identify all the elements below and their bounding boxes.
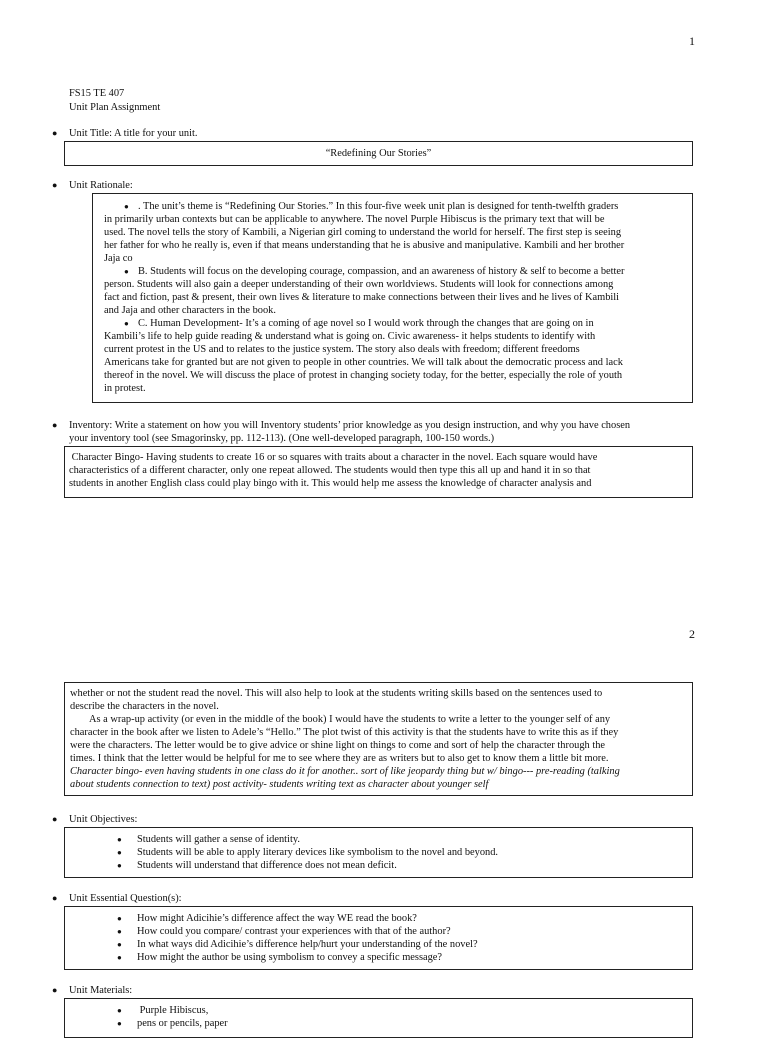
inventory-continued-box: whether or not the student read the novel. This will also help to look at the students writing skills based on the sentences used to describe the characters in the novel. As a wrap-up activity (or even in the middle of the book) I would have the students to write a letter to the younger self of any character in the book after we listen to Adele’s “Hello.” The plot twist of this activity is that the students have to write this as if they were the characters. The letter would be to give advice or shine light on things to come and sort of help the character through the times. I think that the letter would be helpful for me to see where they are as writers but to also get to know them a little bit more. Character bingo- even having students in one class do it for another.. sort of like jeopardy thing but w/ bingo--- pre-reading (talking about students connection to text) post activity- students writing text as character about younger self [64,682,693,796]
list-item: ● How might the author be using symbolism to convey a specific message? [117,952,443,963]
bullet-icon: ● [52,985,58,995]
objectives-label: Unit Objectives: [69,814,138,825]
rationale-paragraph-b: ● B. Students will focus on the developing courage, compassion, and an awareness of history & self to become a better person. Students will also gain a deeper understanding of their own worldviews. Students will look for connections among fact and fiction, past & present, their own lives & literature to make connections between their lives and he lives of Kambili and Jaja and other characters in the book. [104,266,625,316]
page-number: 2 [689,627,695,641]
course-code: FS15 TE 407 [69,88,125,99]
unit-title-value: “Redefining Our Stories” [325,148,432,159]
questions-label: Unit Essential Question(s): [69,893,182,904]
list-item: ● How could you compare/ contrast your experiences with that of the author? [117,926,451,937]
list-item: ● How might Adicihie’s difference affect the way WE read the book? [117,913,417,924]
rationale-label: Unit Rationale: [69,180,133,191]
bullet-icon: ● [117,940,122,949]
list-item: ● Purple Hibiscus, [117,1005,209,1016]
materials-label: Unit Materials: [69,985,133,996]
unit-title-box [64,141,693,166]
list-item: ● Students will be able to apply literary devices like symbolism to the novel and beyond. [117,847,499,858]
bullet-icon: ● [117,1006,122,1015]
list-item: ● Students will gather a sense of identity. [117,834,300,845]
rationale-box [92,193,693,403]
assignment-title: Unit Plan Assignment [69,102,161,113]
bullet-icon: ● [117,914,122,923]
list-item: ● Students will understand that difference does not mean deficit. [117,860,397,871]
bullet-icon: ● [124,267,129,276]
inventory-box: Character Bingo- Having students to create 16 or so squares with traits about a character in the novel. Each square would have characteristics of a different character, only one repeat allowed. The students would then type this all up and hand it in so that students in another English class could play bingo with it. This would help me assess the knowledge of character analysis and [64,446,693,498]
bullet-icon: ● [52,893,58,903]
bullet-icon: ● [117,1019,122,1028]
bullet-icon: ● [117,848,122,857]
rationale-paragraph-c: ● C. Human Development- It’s a coming of age novel so I would work through the changes that are going on in Kambili’s life to help guide reading & understand what is going on. Civic awareness- it helps students to identify with current protest in the US and to relates to the justice system. The story also deals with freedom; different freedoms Americans take for granted but are not given to people in other countries. We will talk about the democratic process and lack thereof in the novel. We will discuss the place of protest in changing society today, for the better, especially the role of youth in protest. [104,318,623,394]
materials-box [64,998,693,1038]
objectives-box [64,827,693,878]
unit-title-label: Unit Title: A title for your unit. [69,128,198,139]
bullet-icon: ● [124,202,129,211]
list-item: ● pens or pencils, paper [117,1018,228,1029]
bullet-icon: ● [52,420,58,430]
bullet-icon: ● [117,835,122,844]
bullet-icon: ● [117,953,122,962]
questions-box [64,906,693,970]
page-number: 1 [689,34,695,48]
inventory-label: Inventory: Write a statement on how you will Inventory students’ prior knowledge as you design instruction, and why you have chosen your inventory tool (see Smagorinsky, pp. 112-113). (One well-developed paragraph, 100-150 words.) [69,420,631,444]
bullet-icon: ● [52,128,58,138]
bullet-icon: ● [52,180,58,190]
bullet-icon: ● [117,861,122,870]
bullet-icon: ● [117,927,122,936]
bullet-icon: ● [52,814,58,824]
rationale-paragraph-a: ● . The unit’s theme is “Redefining Our Stories.” In this four-five week unit plan is designed for tenth-twelfth graders in primarily urban contexts but can be applicable to anywhere. The novel Purple Hibiscus is the primary text that will be used. The novel tells the story of Kambili, a Nigerian girl coming to understand the world for herself. The first step is seeing her father for who he really is, even if that means understanding that he is abusive and manipulative. Kambili and her brother Jaja co [104,201,625,264]
list-item: ● In what ways did Adicihie’s difference help/hurt your understanding of the novel? [117,939,478,950]
bullet-icon: ● [124,319,129,328]
